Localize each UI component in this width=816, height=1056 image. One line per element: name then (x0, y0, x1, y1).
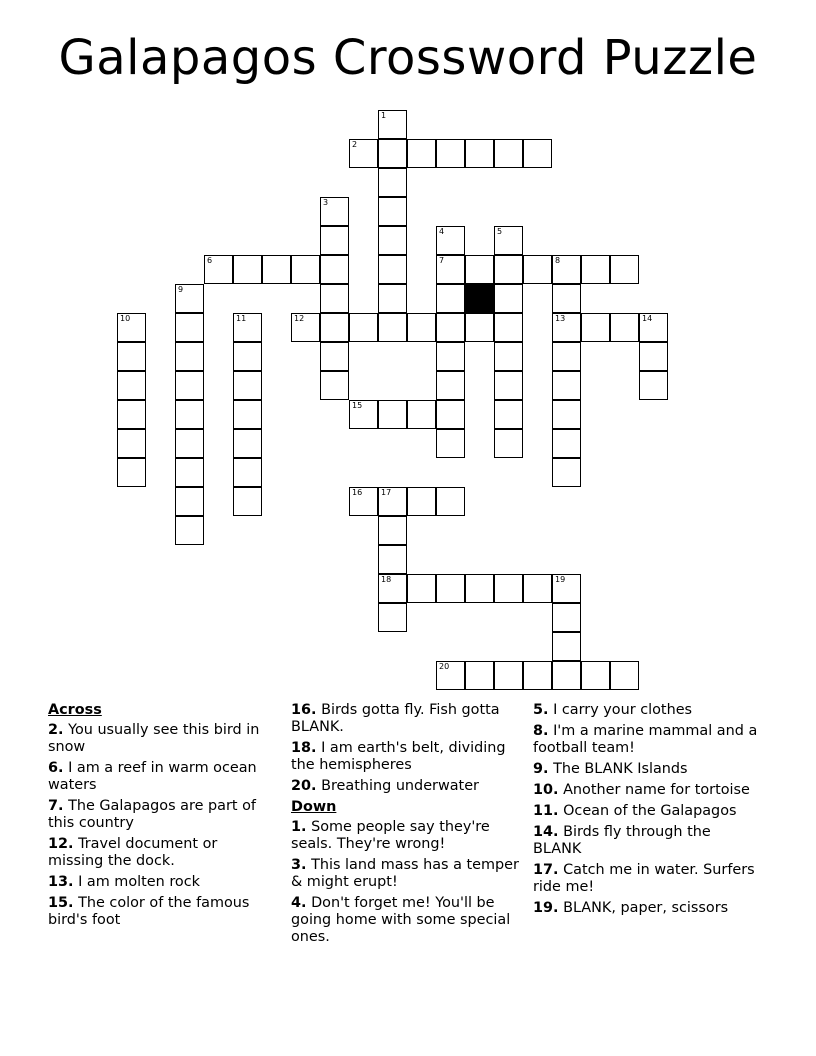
grid-cell[interactable] (523, 139, 552, 168)
page-title: Galapagos Crossword Puzzle (58, 30, 758, 86)
grid-cell[interactable] (175, 284, 204, 313)
clue-section-heading: Across (48, 702, 102, 718)
clue-item (291, 702, 523, 736)
grid-cell[interactable] (610, 661, 639, 690)
grid-cell[interactable] (610, 313, 639, 342)
grid-cell[interactable] (175, 313, 204, 342)
grid-cell[interactable] (320, 226, 349, 255)
grid-cell[interactable] (436, 371, 465, 400)
grid-cell[interactable] (552, 574, 581, 603)
grid-cell[interactable] (494, 371, 523, 400)
grid-cell[interactable] (378, 313, 407, 342)
grid-cell[interactable] (465, 255, 494, 284)
grid-cell[interactable] (262, 255, 291, 284)
grid-cell[interactable] (552, 371, 581, 400)
grid-cell[interactable] (552, 255, 581, 284)
grid-cell[interactable] (117, 458, 146, 487)
grid-cell[interactable] (494, 255, 523, 284)
grid-cell[interactable] (233, 255, 262, 284)
grid-cell[interactable] (552, 429, 581, 458)
clue-text: Some people say they're seals. They're wrong! (291, 819, 490, 852)
clue-number-label: 14 (642, 314, 653, 323)
grid-cell[interactable] (494, 400, 523, 429)
grid-cell[interactable] (436, 400, 465, 429)
grid-cell[interactable] (233, 487, 262, 516)
clue-number-label: 11 (236, 314, 247, 323)
grid-cell[interactable] (175, 400, 204, 429)
grid-cell[interactable] (465, 661, 494, 690)
clue-text: Birds fly through the BLANK (533, 824, 711, 857)
grid-cell[interactable] (378, 255, 407, 284)
grid-cell[interactable] (494, 661, 523, 690)
grid-cell[interactable] (581, 661, 610, 690)
clue-text: The BLANK Islands (553, 761, 688, 777)
clue-number: 16. (291, 702, 317, 718)
clue-number-label: 13 (555, 314, 566, 323)
grid-cell[interactable] (291, 255, 320, 284)
grid-cell[interactable] (378, 400, 407, 429)
grid-cell[interactable] (291, 313, 320, 342)
clue-number: 4. (291, 895, 307, 911)
grid-cell[interactable] (523, 574, 552, 603)
grid-cell[interactable] (233, 313, 262, 342)
grid-cell[interactable] (175, 371, 204, 400)
grid-cell[interactable] (378, 516, 407, 545)
grid-cell[interactable] (175, 487, 204, 516)
clue-item (48, 836, 273, 870)
clue-item (48, 722, 273, 756)
grid-cell[interactable] (494, 284, 523, 313)
clue-text: Don't forget me! You'll be going home with some special ones. (291, 895, 511, 945)
grid-cell[interactable] (552, 313, 581, 342)
clue-number: 2. (48, 722, 64, 738)
grid-cell[interactable] (378, 197, 407, 226)
clue-text: Ocean of the Galapagos (563, 803, 737, 819)
clue-number-label: 16 (352, 488, 363, 497)
grid-cell[interactable] (407, 313, 436, 342)
clue-item (291, 895, 523, 946)
grid-cell[interactable] (349, 400, 378, 429)
clue-text: The Galapagos are part of this country (48, 798, 256, 831)
clue-number: 6. (48, 760, 64, 776)
grid-cell[interactable] (552, 458, 581, 487)
clue-number: 17. (533, 862, 559, 878)
grid-cell[interactable] (378, 487, 407, 516)
grid-cell[interactable] (117, 371, 146, 400)
clue-text: You usually see this bird in snow (48, 722, 260, 755)
clue-text: Catch me in water. Surfers ride me! (533, 862, 755, 895)
clue-number: 18. (291, 740, 317, 756)
clue-number: 3. (291, 857, 307, 873)
grid-cell[interactable] (552, 603, 581, 632)
grid-cell[interactable] (436, 313, 465, 342)
clue-column-3 (533, 702, 763, 921)
grid-cell[interactable] (552, 284, 581, 313)
clue-text: Birds gotta fly. Fish gotta BLANK. (291, 702, 500, 735)
grid-cell[interactable] (494, 429, 523, 458)
clue-number-label: 5 (497, 227, 503, 236)
clue-number-label: 12 (294, 314, 305, 323)
clue-item (533, 702, 763, 719)
grid-cell[interactable] (436, 342, 465, 371)
grid-cell[interactable] (378, 545, 407, 574)
clue-item (48, 874, 273, 891)
clue-number: 11. (533, 803, 559, 819)
grid-cell[interactable] (552, 400, 581, 429)
clue-number: 7. (48, 798, 64, 814)
clue-text: BLANK, paper, scissors (563, 900, 729, 916)
grid-cell[interactable] (639, 313, 668, 342)
grid-cell[interactable] (378, 574, 407, 603)
clue-text: Another name for tortoise (563, 782, 750, 798)
grid-cell[interactable] (233, 400, 262, 429)
grid-cell[interactable] (320, 371, 349, 400)
grid-cell[interactable] (465, 139, 494, 168)
grid-cell[interactable] (349, 139, 378, 168)
grid-cell[interactable] (552, 632, 581, 661)
grid-cell[interactable] (117, 313, 146, 342)
grid-cell[interactable] (465, 313, 494, 342)
clue-item (48, 760, 273, 794)
grid-cell[interactable] (320, 342, 349, 371)
clue-text: I'm a marine mammal and a football team! (533, 723, 758, 756)
clue-column-1 (48, 702, 273, 933)
black-cell (465, 284, 494, 313)
clue-item (291, 740, 523, 774)
clue-text: This land mass has a temper & might erupt! (291, 857, 519, 890)
grid-cell[interactable] (175, 429, 204, 458)
grid-cell[interactable] (117, 400, 146, 429)
grid-cell[interactable] (494, 313, 523, 342)
clue-item (48, 798, 273, 832)
grid-cell[interactable] (639, 371, 668, 400)
clue-item (533, 723, 763, 757)
grid-cell[interactable] (436, 226, 465, 255)
grid-cell[interactable] (494, 139, 523, 168)
grid-cell[interactable] (436, 255, 465, 284)
clue-number-label: 9 (178, 285, 184, 294)
clue-text: Travel document or missing the dock. (48, 836, 218, 869)
clue-number-label: 18 (381, 575, 392, 584)
clue-number: 15. (48, 895, 74, 911)
grid-cell[interactable] (494, 226, 523, 255)
clue-number-label: 20 (439, 662, 450, 671)
grid-cell[interactable] (320, 313, 349, 342)
clue-number-label: 7 (439, 256, 445, 265)
clue-number: 1. (291, 819, 307, 835)
clue-number: 13. (48, 874, 74, 890)
grid-cell[interactable] (233, 342, 262, 371)
grid-cell[interactable] (523, 255, 552, 284)
grid-cell[interactable] (407, 400, 436, 429)
clue-section-heading: Down (291, 799, 337, 815)
grid-cell[interactable] (378, 110, 407, 139)
grid-cell[interactable] (407, 574, 436, 603)
clue-text: I am a reef in warm ocean waters (48, 760, 257, 793)
grid-cell[interactable] (552, 342, 581, 371)
grid-cell[interactable] (378, 284, 407, 313)
grid-cell[interactable] (436, 574, 465, 603)
clue-text: The color of the famous bird's foot (48, 895, 250, 928)
grid-cell[interactable] (378, 139, 407, 168)
clue-number: 19. (533, 900, 559, 916)
grid-cell[interactable] (407, 139, 436, 168)
clue-number: 9. (533, 761, 549, 777)
clue-number-label: 15 (352, 401, 363, 410)
clue-item (533, 900, 763, 917)
clue-number: 5. (533, 702, 549, 718)
grid-cell[interactable] (552, 661, 581, 690)
clue-number: 20. (291, 778, 317, 794)
clue-item (533, 824, 763, 858)
clue-item (533, 761, 763, 778)
grid-cell[interactable] (320, 255, 349, 284)
grid-cell[interactable] (494, 342, 523, 371)
clue-item (291, 857, 523, 891)
grid-cell[interactable] (378, 603, 407, 632)
grid-cell[interactable] (610, 255, 639, 284)
clue-text: I am molten rock (78, 874, 200, 890)
grid-cell[interactable] (639, 342, 668, 371)
clue-item (533, 803, 763, 820)
grid-cell[interactable] (175, 516, 204, 545)
grid-cell[interactable] (117, 342, 146, 371)
grid-cell[interactable] (204, 255, 233, 284)
grid-cell[interactable] (407, 487, 436, 516)
clue-text: I carry your clothes (553, 702, 693, 718)
grid-cell[interactable] (175, 342, 204, 371)
grid-cell[interactable] (581, 313, 610, 342)
grid-cell[interactable] (436, 487, 465, 516)
grid-cell[interactable] (436, 661, 465, 690)
clue-number-label: 1 (381, 111, 387, 120)
grid-cell[interactable] (233, 429, 262, 458)
clue-number-label: 2 (352, 140, 358, 149)
grid-cell[interactable] (523, 661, 552, 690)
clue-item (48, 895, 273, 929)
clue-item (291, 819, 523, 853)
clue-number-label: 8 (555, 256, 561, 265)
grid-cell[interactable] (117, 429, 146, 458)
clue-number-label: 19 (555, 575, 566, 584)
clue-number: 10. (533, 782, 559, 798)
grid-cell[interactable] (465, 574, 494, 603)
clue-number: 14. (533, 824, 559, 840)
clue-number-label: 4 (439, 227, 445, 236)
grid-cell[interactable] (436, 139, 465, 168)
grid-cell[interactable] (175, 458, 204, 487)
clue-column-2 (291, 702, 523, 950)
grid-cell[interactable] (233, 458, 262, 487)
grid-cell[interactable] (581, 255, 610, 284)
clue-item (533, 862, 763, 896)
clue-item (291, 778, 523, 795)
clue-number-label: 3 (323, 198, 329, 207)
grid-cell[interactable] (233, 371, 262, 400)
clue-number-label: 10 (120, 314, 131, 323)
clue-number-label: 6 (207, 256, 213, 265)
grid-cell[interactable] (436, 284, 465, 313)
clue-text: I am earth's belt, dividing the hemispheres (291, 740, 506, 773)
grid-cell[interactable] (349, 487, 378, 516)
clue-number: 8. (533, 723, 549, 739)
clue-text: Breathing underwater (321, 778, 479, 794)
grid-cell[interactable] (378, 226, 407, 255)
grid-cell[interactable] (320, 284, 349, 313)
grid-cell[interactable] (349, 313, 378, 342)
grid-cell[interactable] (378, 168, 407, 197)
clue-number: 12. (48, 836, 74, 852)
grid-cell[interactable] (436, 429, 465, 458)
clue-number-label: 17 (381, 488, 392, 497)
clue-item (533, 782, 763, 799)
grid-cell[interactable] (494, 574, 523, 603)
grid-cell[interactable] (320, 197, 349, 226)
